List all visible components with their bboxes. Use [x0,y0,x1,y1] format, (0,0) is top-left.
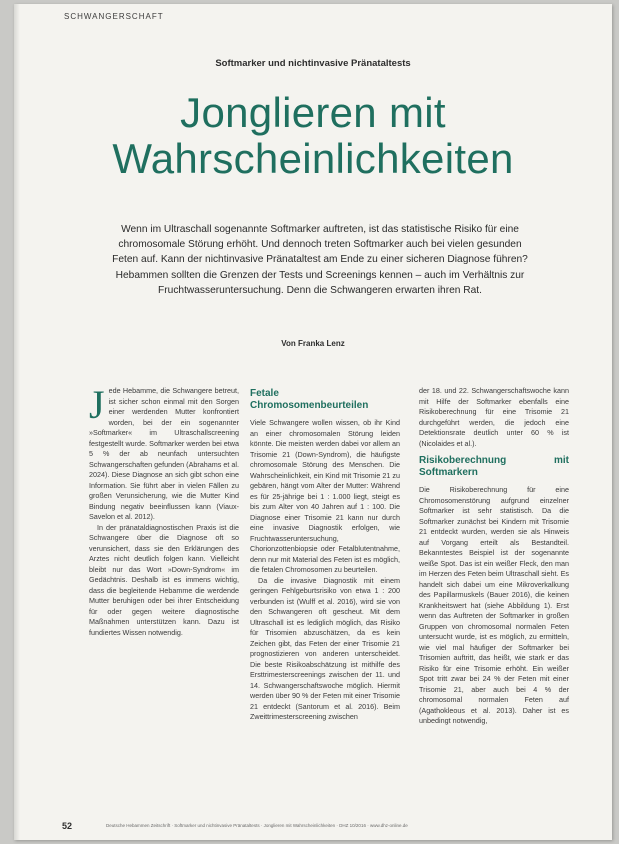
article-title [14,90,612,182]
col2-paragraph-2: Da die invasive Diagnostik mit einem geringen Fehlgeburtsrisiko von etwa 1 : 200 verbunden ist (Wulff et al. 2016), wird sie von den Schwangeren oft gescheut. Mit dem Ultraschall ist es lediglich möglich, das Risiko für Trisomien abzuschätzen, da es kein Zeichen gibt, das Feten der einer Trisomie 21 prognostizieren von anderen unterscheidet. Die beste Risikoabschätzung ist mithilfe des Ersttrimesterscreenings zwischen der 11. und 14. Schwangerschaftswoche möglich. Hiermit werden über 90 % der Feten mit einer Trisomie 21 entdeckt (Santorum et al. 2016). Beim Zweittrimesterscreening zwischen [250,575,400,721]
column-3 [419,386,569,727]
title-line-2: Wahrscheinlichkeiten [112,135,514,182]
article-kicker: Softmarker und nichtinvasive Pränataltests [215,58,411,69]
column-1 [89,382,239,638]
col3-paragraph-1: der 18. und 22. Schwangerschaftswoche kann mit Hilfe der Softmarker ebenfalls eine Risikoberechnung für eine Trisomie 21 durchgeführt werden, die jedoch eine Detektionsrate deutlich unter 60 % ist (Nicolaides et al.). [419,386,569,448]
col2-paragraph-1: Viele Schwangere wollen wissen, ob ihr Kind an einer chromosomalen Störung leiden könnte. Die meisten werden dabei vor allem an Trisomie 21 (Down-Syndrom), die häufigste chromosomale Störung des Menschen. Die Wahrscheinlichkeit, ein Kind mit Trisomie 21 zu gebären, hängt vom Alter der Mutter: Während es für 25-jährige bei 1 : 1.000 liegt, steigt es bis zum Alter von 40 Jahren auf 1 : 100. Die Diagnose einer Trisomie 21 kann nur durch eine invasive Diagnostik erfolgen, wie Fruchtwasseruntersuchung, Chorionzottenbiopsie oder Fetalblutentnahme, denn nur mit Material des Feten ist es möglich, die fetalen Chromosomen zu beurteilen. [250,418,400,574]
col3-paragraph-2: Die Risikoberechnung für eine Chromosomenstörung aufgrund einzelner Softmarker ist sehr statistisch. Da die Softmarker zunächst bei Kindern mit Trisomie 21 entdeckt wurden, werden sie als Hinweis auf Vorgang erteilt als Bestandteil. Bekanntestes Beispiel ist der sogenannte weiße Spot. Das ist ein weißer Fleck, den man im Herzen des Feten beim Ultraschall sieht. Es handelt sich dabei um eine Mikroverkalkung des Papillarmuskels (Bauer 2016), die keinen Krankheitswert hat (siehe Abbildung 1). Erst wenn das Auftreten der Softmarker in großen Gruppen von chromosomal normalen Feten untersucht wurde, ist es möglich, zu ermitteln, wie viel mal häufiger der Softmarker bei Trisomien auftritt, das heißt, wie stark er das Risiko für eine Trisomie erhöht. Ein weißer Spot tritt zwar bei 24 % der Feten mit einer Trisomie 21, aber auch bei 4 % der chromosomal normalen Feten auf (Agathokleous et al. 2013). Daher ist es unbedingt notwendig, [419,485,569,725]
dropcap: J [89,382,105,427]
col2-subhead: Fetale Chromosomenbeurteilen [250,388,369,411]
article-lead: Wenn im Ultraschall sogenannte Softmarker auftreten, ist das statistische Risiko für eine chromosomale Störung erhöht. Und dennoch treten Softmarker auch bei vielen gesunden Feten auf. Kann der nichtinvasive Pränataltest am Ende zu einer sicheren Diagnose führen? Hebammen sollten die Grenzen der Tests und Screenings kennen – auch im Verhältnis zur Fruchtwasseruntersuchung. Denn die Schwangeren erwarten ihren Rat. [112,224,528,296]
column-2 [250,386,400,723]
page-number: 52 [62,821,73,831]
magazine-page [14,4,612,840]
col1-paragraph-1 [89,382,239,523]
footer-credits: Deutsche Hebammen Zeitschrift · Softmarker und nichtinvasive Pränataltests · Jonglieren mit Wahrscheinlichkeiten · DHZ 10/2016 · www.dhz-online.de [106,823,408,828]
title-line-1: Jonglieren mit [180,89,446,136]
byline: Von Franka Lenz [281,339,345,348]
col3-subhead: Risikoberechnung mit Softmarkern [419,455,569,478]
col1-paragraph-1-text: ede Hebamme, die Schwangere betreut, ist sicher schon einmal mit den Sorgen einer werdenden Mutter konfrontiert worden, bei der ein sogenannter »Softmarker« im Ultraschallscreening festgestellt wurde. Softmarker werden bei etwa 5 % der ab neunfach untersuchten Schwangerschaften gefunden (Abrahams et al. 2024). Diese Diagnose an sich gibt schon eine Information. Sie führt aber in vielen Fällen zu großen Verunsicherung, wie die Mutter Kind Bindung negativ beeinflussen kann (Viaux-Savelon et al. 2012). [89,386,239,521]
col1-paragraph-2: In der pränataldiagnostischen Praxis ist die Schwangere über die Diagnose oft so verunsichert, dass sie den Erklärungen des Arztes nicht deutlich folgen kann. Vielleicht bleibt nur das Wort »Down-Syndrom« im Gedächtnis. Deshalb ist es immens wichtig, dass die begleitende Hebamme die werdende Mutter beruhigen oder bei ihrer Entscheidung für oder gegen weitere diagnostische Maßnahmen unterstützen kann. Dazu ist fundiertes Wissen notwendig. [89,522,239,637]
section-label: SCHWANGERSCHAFT [64,12,164,21]
